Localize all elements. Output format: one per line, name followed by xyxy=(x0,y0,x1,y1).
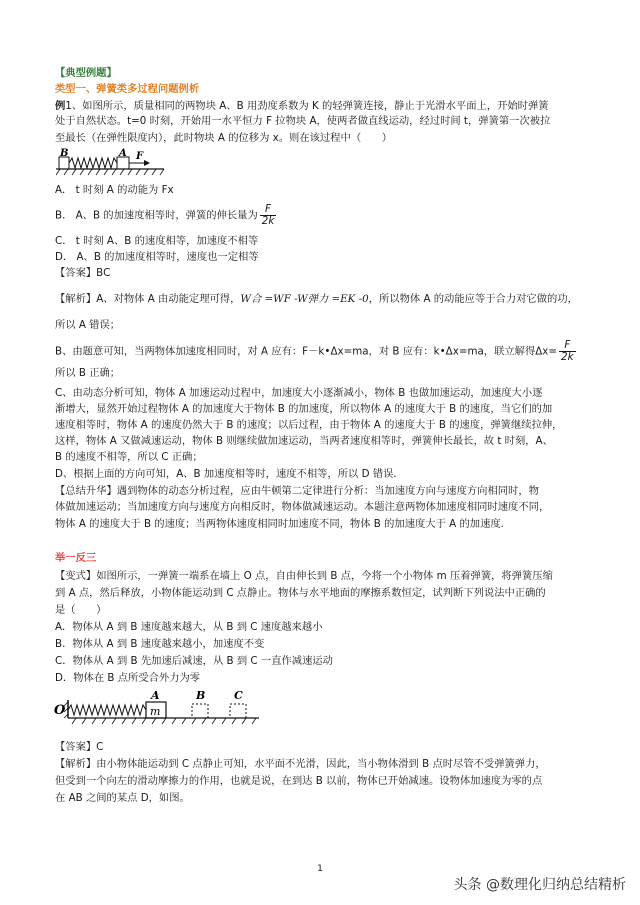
example-line-1: 例1、如图所示，质量相同的两物块 A、B 用劲度系数为 K 的轻弹簧连接，静止于光滑水平面上，开始时弹簧 xyxy=(55,100,549,112)
label-c: C xyxy=(234,689,243,702)
spring-blocks-figure xyxy=(56,148,166,178)
label-a-2: A xyxy=(151,689,160,702)
analysis-line-3: B、由题意可知，当两物体加速度相同时，对 A 应有：F－k•Δx=ma，对 B 应有：k•Δx=ma，联立解得Δx= $\frac{F}{2k}$ xyxy=(55,339,574,363)
variant-line-2: 到 A 点，然后释放，小物体能运动到 C 点静止。物体与水平地面的摩擦系数恒定，试判断下列说法中正确的 xyxy=(55,587,546,599)
example-prefix: 例 xyxy=(55,100,66,112)
label-m: m xyxy=(150,705,161,718)
position-b-marker xyxy=(192,704,208,718)
watermark: 头条 @数理化归纳总结精析 xyxy=(453,877,626,893)
position-c-marker xyxy=(230,704,246,718)
option-c: C． t 时刻 A、B 的速度相等，加速度不相等 xyxy=(55,235,259,247)
type-title: 类型一、弹簧类多过程问题例析 xyxy=(55,83,200,95)
answer-2: 【答案】C xyxy=(55,741,104,753)
analysis-line-2: 所以 A 错误； xyxy=(55,319,121,331)
label-b-2: B xyxy=(196,689,206,702)
example-line-2: 处于自然状态。t=0 时刻，开始用一水平恒力 F 拉物块 A，使两者做直线运动，经过时间 t，弹簧第一次被拉 xyxy=(55,115,551,127)
example-line-3: 至最长（在弹性限度内），此时物块 A 的位移为 x。则在该过程中（ ） xyxy=(55,132,393,144)
page-number: 1 xyxy=(317,864,323,874)
analysis-line-10: D、根据上面的方向可知，A、B 加速度相等时，速度不相等，所以 D 错误． xyxy=(55,468,404,480)
force-arrow-head xyxy=(144,160,150,166)
variant-option-d: D．物体在 B 点所受合外力为零 xyxy=(55,672,201,684)
wall-spring-figure xyxy=(54,686,264,726)
option-a: A． t 时刻 A 的动能为 Fx xyxy=(55,184,174,196)
fraction-f-over-2k: $\frac{F}{2k}$ xyxy=(261,203,275,227)
analysis-line-4: 所以 B 正确； xyxy=(55,367,121,379)
variant-analysis-line-1: 【解析】由小物体能运动到 C 点静止可知，水平面不光滑，因此，当小物体滑到 B 点时尽管不受弹簧弹力， xyxy=(55,758,546,770)
variant-line-1: 【变式】如图所示，一弹簧一端系在墙上 O 点，自由伸长到 B 点，今将一个小物体 m 压着弹簧，将弹簧压缩 xyxy=(55,570,553,582)
analysis-line-7: 速度相等时，物体 A 的速度仍然大于 B 的速度；以后过程，由于物体 A 的速度大于 B 的速度，弹簧继续拉伸， xyxy=(55,419,563,431)
analysis-line-5: C、由动态分析可知，物体 A 加速运动过程中，加速度大小逐渐减小，物体 B 也做加速运动，加速度大小逐 xyxy=(55,387,543,399)
fraction-f-over-2k-2: $\frac{F}{2k}$ xyxy=(561,339,574,363)
summary-line-3: 物体 A 的速度大于 B 的速度；当两物体速度相同时加速度不同，物体 B 的加速度大于 A 的加速度. xyxy=(55,518,504,530)
summary-line-1: 【总结升华】遇到物体的动态分析过程，应由牛顿第二定律进行分析：当加速度方向与速度方向相同时，物 xyxy=(55,485,539,497)
section-title: 【典型例题】 xyxy=(55,67,117,79)
ground-hatch-2 xyxy=(72,718,256,724)
label-b: B xyxy=(60,148,69,159)
variant-analysis-line-3: 在 AB 之间的某点 D，如图。 xyxy=(55,792,190,804)
summary-line-2: 体做加速运动；当加速度方向与速度方向相反时，物体做减速运动。本题注意两物体加速度相同时速度不同， xyxy=(55,501,550,513)
option-b: B． A、B 的加速度相等时，弹簧的伸长量为 $\frac{F}{2k}$ xyxy=(55,203,275,227)
variant-section-title: 举一反三 xyxy=(55,552,97,564)
ground-hatch xyxy=(56,169,164,175)
answer-1: 【答案】BC xyxy=(55,267,111,279)
analysis-line-1: 【解析】A、对物体 A 由动能定理可得，W合 =WF -W弹力 =EK -0，所以物体 A 的动能应等于合力对它做的功， xyxy=(55,293,578,305)
analysis-line-9: B 的速度不相等，所以 C 正确； xyxy=(55,451,203,463)
option-d: D． A、B 的加速度相等时，速度也一定相等 xyxy=(55,251,259,263)
label-f: F xyxy=(136,151,144,162)
variant-analysis-line-2: 但受到一个向左的滑动摩擦力的作用，也就是说，在到达 B 以前，物体已开始减速。设物体加速度为零的点 xyxy=(55,775,543,787)
variant-option-c: C．物体从 A 到 B 先加速后减速，从 B 到 C 一直作减速运动 xyxy=(55,655,333,667)
spring-coil-2 xyxy=(68,705,146,715)
variant-option-a: A．物体从 A 到 B 速度越来越大，从 B 到 C 速度越来越小 xyxy=(55,621,323,633)
label-o: O xyxy=(54,703,66,718)
variant-line-3: 是（ ） xyxy=(55,604,107,616)
work-energy-formula: W合 =WF -W弹力 =EK -0 xyxy=(240,293,369,305)
spring-coil xyxy=(69,158,117,168)
label-a: A xyxy=(119,148,127,159)
analysis-line-8: 这样，物体 A 又做减速运动，物体 B 则继续做加速运动，当两者速度相等时，弹簧伸长最长，故 t 时刻，A、 xyxy=(55,435,553,447)
analysis-line-6: 渐增大，显然开始过程物体 A 的加速度大于物体 B 的加速度，所以物体 A 的速度大于 B 的速度，当它们的加 xyxy=(55,403,553,415)
variant-option-b: B．物体从 A 到 B 速度越来越小，加速度不变 xyxy=(55,638,265,650)
